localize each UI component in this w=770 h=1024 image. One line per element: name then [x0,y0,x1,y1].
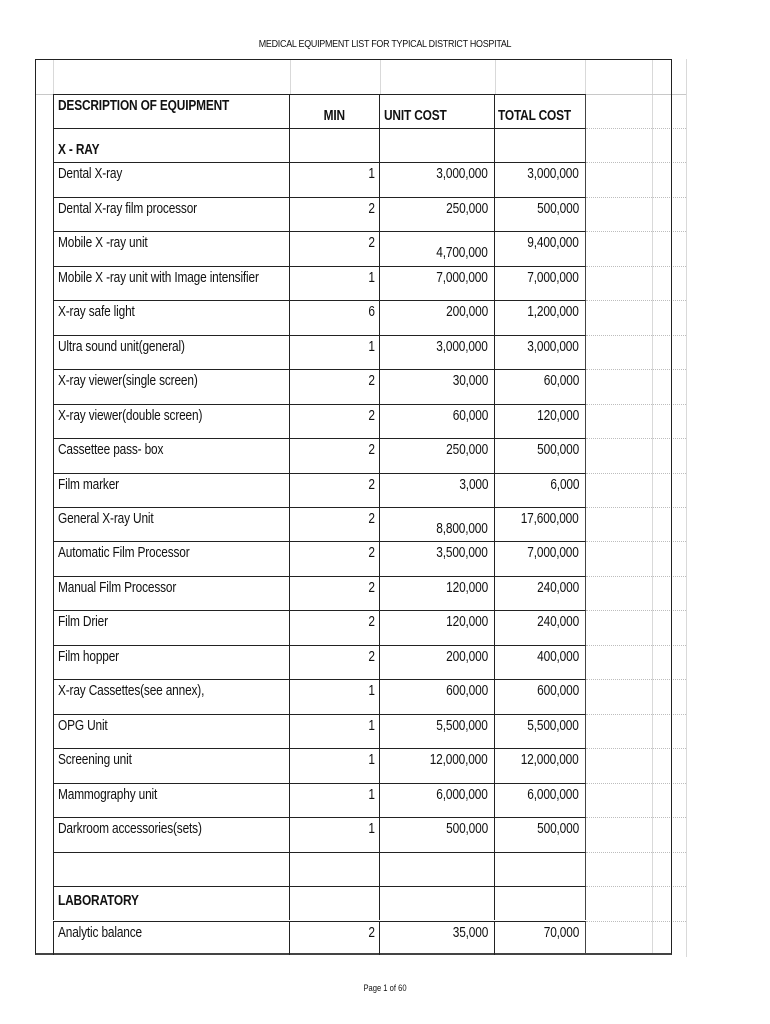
empty-cell [495,852,586,886]
table-row [35,197,672,231]
item-total-cost: 60,000 [543,373,579,390]
empty-cell [290,886,380,920]
unit-cost-cell [380,266,495,300]
min-cell [290,507,380,541]
description-cell [53,921,290,955]
total-cost-cell [495,507,586,541]
item-min: 2 [368,579,375,596]
min-cell [290,645,380,679]
description-cell [53,610,290,644]
min-cell [290,610,380,644]
min-cell [290,162,380,196]
header-description: DESCRIPTION OF EQUIPMENT [58,98,230,114]
unit-cost-cell [380,679,495,713]
empty-cell [53,852,290,886]
min-cell [290,817,380,851]
item-total-cost: 6,000 [550,476,579,493]
table-row [35,748,672,782]
item-unit-cost: 4,700,000 [436,245,488,262]
item-unit-cost: 5,500,000 [436,717,488,734]
item-unit-cost: 500,000 [446,821,488,838]
total-cost-cell [495,335,586,369]
item-min: 1 [368,166,375,183]
item-total-cost: 3,000,000 [527,166,579,183]
item-unit-cost: 3,000 [459,476,488,493]
empty-cell [380,852,495,886]
total-cost-cell [495,610,586,644]
item-unit-cost: 8,800,000 [436,520,488,537]
unit-cost-cell [380,817,495,851]
description-cell [53,335,290,369]
table-row [35,507,672,541]
min-cell [290,576,380,610]
item-description: Mobile X -ray unit with Image intensifier [58,269,259,286]
item-total-cost: 6,000,000 [527,786,579,803]
table-row [35,162,672,196]
min-cell [290,783,380,817]
description-cell [53,473,290,507]
section-cell [53,886,290,920]
min-cell [290,300,380,334]
item-min: 2 [368,648,375,665]
unit-cost-cell [380,335,495,369]
empty-cell [290,852,380,886]
item-total-cost: 240,000 [537,614,579,631]
total-cost-cell [495,714,586,748]
item-total-cost: 7,000,000 [527,269,579,286]
item-description: X-ray viewer(single screen) [58,373,198,390]
total-cost-cell [495,162,586,196]
item-total-cost: 500,000 [537,821,579,838]
item-min: 1 [368,683,375,700]
description-cell [53,266,290,300]
min-cell [290,335,380,369]
item-description: Ultra sound unit(general) [58,338,185,355]
table-row [35,679,672,713]
item-description: Darkroom accessories(sets) [58,821,202,838]
min-cell [290,473,380,507]
unit-cost-cell [380,162,495,196]
unit-cost-cell [380,576,495,610]
unit-cost-cell [380,438,495,472]
item-min: 2 [368,476,375,493]
table-header-row [35,94,672,128]
item-unit-cost: 3,500,000 [436,545,488,562]
table-row [35,266,672,300]
item-description: Film marker [58,476,119,493]
table-row [35,645,672,679]
table-row [35,783,672,817]
item-total-cost: 7,000,000 [527,545,579,562]
table-row [35,438,672,472]
item-total-cost: 500,000 [537,200,579,217]
unit-cost-cell [380,404,495,438]
item-total-cost: 240,000 [537,579,579,596]
section-cell [53,128,290,162]
item-description: Film Drier [58,614,108,631]
item-min: 1 [368,717,375,734]
item-min: 2 [368,614,375,631]
item-unit-cost: 6,000,000 [436,786,488,803]
item-unit-cost: 250,000 [446,200,488,217]
item-description: Automatic Film Processor [58,545,190,562]
item-description: OPG Unit [58,717,108,734]
section-row [35,886,672,920]
total-cost-cell [495,197,586,231]
total-cost-cell [495,300,586,334]
table-row [35,335,672,369]
item-total-cost: 12,000,000 [521,752,579,769]
item-description: Dental X-ray [58,166,123,183]
item-min: 1 [368,269,375,286]
item-description: Dental X-ray film processor [58,200,197,217]
item-total-cost: 600,000 [537,683,579,700]
item-min: 2 [368,545,375,562]
item-unit-cost: 120,000 [446,579,488,596]
item-min: 2 [368,373,375,390]
item-min: 2 [368,407,375,424]
description-cell [53,369,290,403]
unit-cost-cell [380,507,495,541]
total-cost-cell [495,645,586,679]
item-min: 1 [368,752,375,769]
unit-cost-cell [380,541,495,575]
total-cost-cell [495,748,586,782]
description-cell [53,541,290,575]
table-row [35,610,672,644]
item-unit-cost: 120,000 [446,614,488,631]
header-cell [380,94,495,128]
min-cell [290,266,380,300]
item-unit-cost: 200,000 [446,648,488,665]
header-unit-cost: UNIT COST [384,108,447,124]
min-cell [290,438,380,472]
total-cost-cell [495,266,586,300]
item-unit-cost: 600,000 [446,683,488,700]
item-total-cost: 120,000 [537,407,579,424]
item-unit-cost: 200,000 [446,304,488,321]
item-unit-cost: 3,000,000 [436,166,488,183]
item-unit-cost: 30,000 [452,373,488,390]
header-min: MIN [323,108,345,124]
unit-cost-cell [380,231,495,265]
unit-cost-cell [380,645,495,679]
item-min: 1 [368,821,375,838]
description-cell [53,576,290,610]
total-cost-cell [495,438,586,472]
empty-cell [495,128,586,162]
table-row [35,369,672,403]
item-total-cost: 9,400,000 [527,235,579,252]
item-description: Mobile X -ray unit [58,235,148,252]
description-cell [53,783,290,817]
total-cost-cell [495,817,586,851]
item-description: Film hopper [58,648,119,665]
header-cell [53,94,290,128]
total-cost-cell [495,231,586,265]
min-cell [290,921,380,955]
description-cell [53,197,290,231]
item-min: 2 [368,200,375,217]
item-description: Screening unit [58,752,132,769]
item-unit-cost: 7,000,000 [436,269,488,286]
description-cell [53,300,290,334]
table-row [35,714,672,748]
min-cell [290,541,380,575]
table-row [35,300,672,334]
unit-cost-cell [380,197,495,231]
table-row [35,817,672,851]
min-cell [290,404,380,438]
spacer-row [35,852,672,886]
item-total-cost: 70,000 [543,924,579,941]
document-title: MEDICAL EQUIPMENT LIST FOR TYPICAL DISTRICT HOSPITAL [258,38,512,50]
empty-cell [495,886,586,920]
page-number: Page 1 of 60 [363,983,407,994]
item-min: 2 [368,924,375,941]
min-cell [290,369,380,403]
description-cell [53,645,290,679]
empty-cell [380,886,495,920]
item-unit-cost: 12,000,000 [430,752,488,769]
unit-cost-cell [380,473,495,507]
description-cell [53,231,290,265]
item-total-cost: 400,000 [537,648,579,665]
unit-cost-cell [380,783,495,817]
item-description: X-ray safe light [58,304,135,321]
item-unit-cost: 250,000 [446,442,488,459]
total-cost-cell [495,541,586,575]
header-cell [495,94,586,128]
item-description: Mammography unit [58,786,158,803]
unit-cost-cell [380,610,495,644]
item-description: Manual Film Processor [58,579,177,596]
empty-cell [380,128,495,162]
header-total-cost: TOTAL COST [498,108,572,124]
grid-line [686,59,687,957]
table-row [35,473,672,507]
description-cell [53,507,290,541]
item-min: 1 [368,338,375,355]
min-cell [290,679,380,713]
total-cost-cell [495,473,586,507]
min-cell [290,231,380,265]
min-cell [290,714,380,748]
item-total-cost: 5,500,000 [527,717,579,734]
item-min: 2 [368,235,375,252]
item-unit-cost: 3,000,000 [436,338,488,355]
table-row [35,541,672,575]
item-min: 2 [368,442,375,459]
unit-cost-cell [380,748,495,782]
item-description: General X-ray Unit [58,510,154,527]
unit-cost-cell [380,300,495,334]
item-unit-cost: 60,000 [452,407,488,424]
item-unit-cost: 35,000 [452,924,488,941]
total-cost-cell [495,576,586,610]
description-cell [53,438,290,472]
table-row [35,921,672,955]
table-row [35,576,672,610]
table-row [35,404,672,438]
min-cell [290,748,380,782]
item-min: 6 [368,304,375,321]
description-cell [53,748,290,782]
item-total-cost: 500,000 [537,442,579,459]
item-description: Analytic balance [58,924,142,941]
unit-cost-cell [380,714,495,748]
item-description: Cassettee pass- box [58,442,164,459]
item-min: 2 [368,510,375,527]
empty-cell [290,128,380,162]
total-cost-cell [495,783,586,817]
total-cost-cell [495,369,586,403]
item-total-cost: 3,000,000 [527,338,579,355]
min-cell [290,197,380,231]
section-title: X - RAY [58,141,100,158]
section-title: LABORATORY [58,893,139,910]
description-cell [53,404,290,438]
total-cost-cell [495,404,586,438]
total-cost-cell [495,679,586,713]
item-min: 1 [368,786,375,803]
item-description: X-ray Cassettes(see annex), [58,683,205,700]
unit-cost-cell [380,921,495,955]
item-total-cost: 1,200,000 [527,304,579,321]
item-total-cost: 17,600,000 [521,510,579,527]
description-cell [53,162,290,196]
section-row [35,128,672,162]
total-cost-cell [495,921,586,955]
description-cell [53,817,290,851]
description-cell [53,714,290,748]
item-description: X-ray viewer(double screen) [58,407,203,424]
header-cell [290,94,380,128]
unit-cost-cell [380,369,495,403]
description-cell [53,679,290,713]
table-row [35,231,672,265]
